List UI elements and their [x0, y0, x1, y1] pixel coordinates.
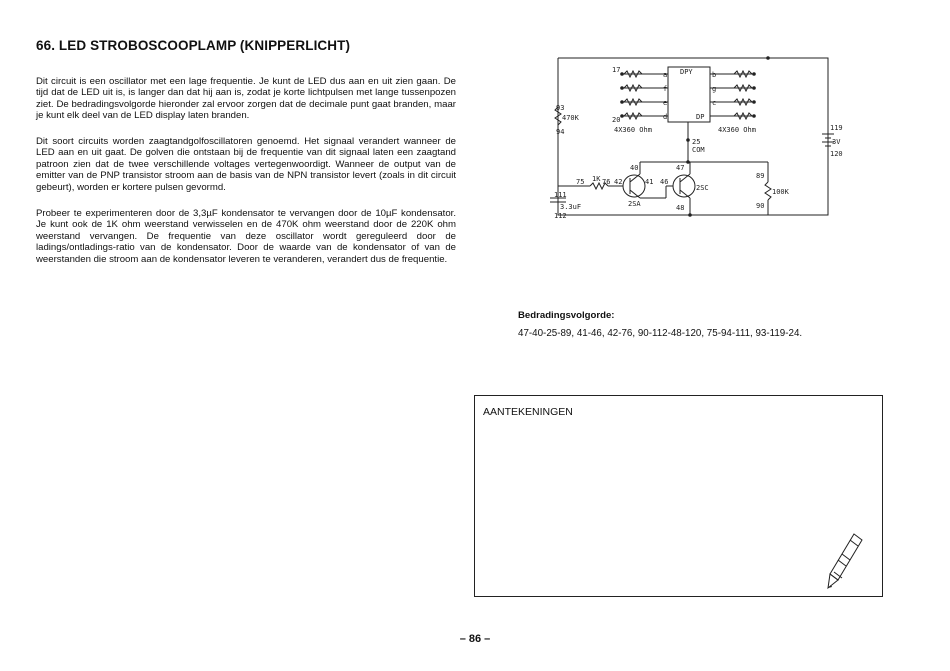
label-pin-dp: DP — [696, 113, 705, 121]
label-c33: 3.3uF — [560, 203, 582, 211]
label-n25: 25 — [692, 138, 701, 146]
label-n42: 42 — [614, 178, 623, 186]
label-n112: 112 — [554, 212, 567, 220]
label-n41: 41 — [645, 178, 654, 186]
label-pin-e: e — [663, 99, 668, 107]
label-pin-d: d — [663, 113, 668, 121]
notes-label: AANTEKENINGEN — [483, 406, 573, 418]
pencil-icon — [826, 530, 866, 592]
paragraph-experiment: Probeer te experimenteren door de 3,3µF kondensator te vervangen door de 10µF kondensator. Je kunt ook de 1K ohm weerstand verwisselen en de 470K ohm weerstand door de 220K ohm weerstand vervangen. De frequentie van deze oscillator wordt gereguleerd door de ladings/ontladings-ratio van de kondensator. Door de waarde van de kondensator of van de weerstanden die stroom aan de kondensator leveren te veranderen, verandert dus de frequentie. — [36, 208, 456, 265]
label-n111: 111 — [554, 191, 567, 199]
label-2sc: 2SC — [696, 184, 709, 192]
label-n119: 119 — [830, 124, 843, 132]
label-pin-c: c — [712, 99, 717, 107]
label-pin-b: b — [712, 71, 717, 79]
label-n17: 17 — [612, 66, 621, 74]
label-n47: 47 — [676, 164, 685, 172]
label-n89: 89 — [756, 172, 765, 180]
label-n48: 48 — [676, 204, 685, 212]
paragraph-sawtooth: Dit soort circuits worden zaagtandgolfoscillatoren genoemd. Het signaal verandert wanneer de LED aan en uit gaat. De golven die ontstaan bij de frequentie van dit signaal laten een zaagtand patroon zien dat de twee verschillende voltages vertegenwoordigt. Wanneer de output van de emitter van de PNP transistor stroom aan de basis van de NPN transistor levert (zoals in dit circuit gebeurt), worden er kortere pulsen gevormd. — [36, 136, 456, 193]
label-pin-a: a — [663, 71, 668, 79]
sequence-title: Bedradingsvolgorde: — [518, 310, 615, 321]
label-n20: 20 — [612, 116, 621, 124]
label-n93: 93 — [556, 104, 565, 112]
label-n90: 90 — [756, 202, 765, 210]
label-n120: 120 — [830, 150, 843, 158]
label-res-left: 4X360 Ohm — [614, 126, 652, 134]
label-3v: 3V — [832, 138, 841, 146]
page-number: – 86 – — [459, 633, 491, 645]
label-r470: 470K — [562, 114, 579, 122]
label-com: COM — [692, 146, 705, 154]
circuit-diagram — [540, 52, 843, 227]
label-2sa: 2SA — [628, 200, 641, 208]
label-r100k: 100K — [772, 188, 789, 196]
notes-box — [474, 395, 883, 597]
label-res-right: 4X360 Ohm — [718, 126, 756, 134]
label-pin-f: f — [663, 85, 668, 93]
label-n46: 46 — [660, 178, 669, 186]
label-dpy: DPY — [680, 68, 693, 76]
label-pin-g: g — [712, 85, 717, 93]
paragraph-intro: Dit circuit is een oscillator met een lage frequentie. Je kunt de LED dus aan en uit zien gaan. De tijd dat de LED uit is, is langer dan dat hij aan is, zodat je korte lichtpulsen met lange tussenpozen ziet. De bedradingsvolgorde hieronder zal ervoor zorgen dat de decimale punt gaat branden, maar je kunt elk deel van de LED display laten branden. — [36, 76, 456, 122]
label-n94: 94 — [556, 128, 565, 136]
label-n40: 40 — [630, 164, 639, 172]
wiring-sequence: 47-40-25-89, 41-46, 42-76, 90-112-48-120, 75-94-111, 93-119-24. — [518, 328, 803, 339]
label-n76: 76 — [602, 178, 611, 186]
page-title: 66. LED STROBOSCOOPLAMP (KNIPPERLICHT) — [36, 38, 351, 53]
label-r1k: 1K — [592, 175, 601, 183]
label-n75: 75 — [576, 178, 585, 186]
